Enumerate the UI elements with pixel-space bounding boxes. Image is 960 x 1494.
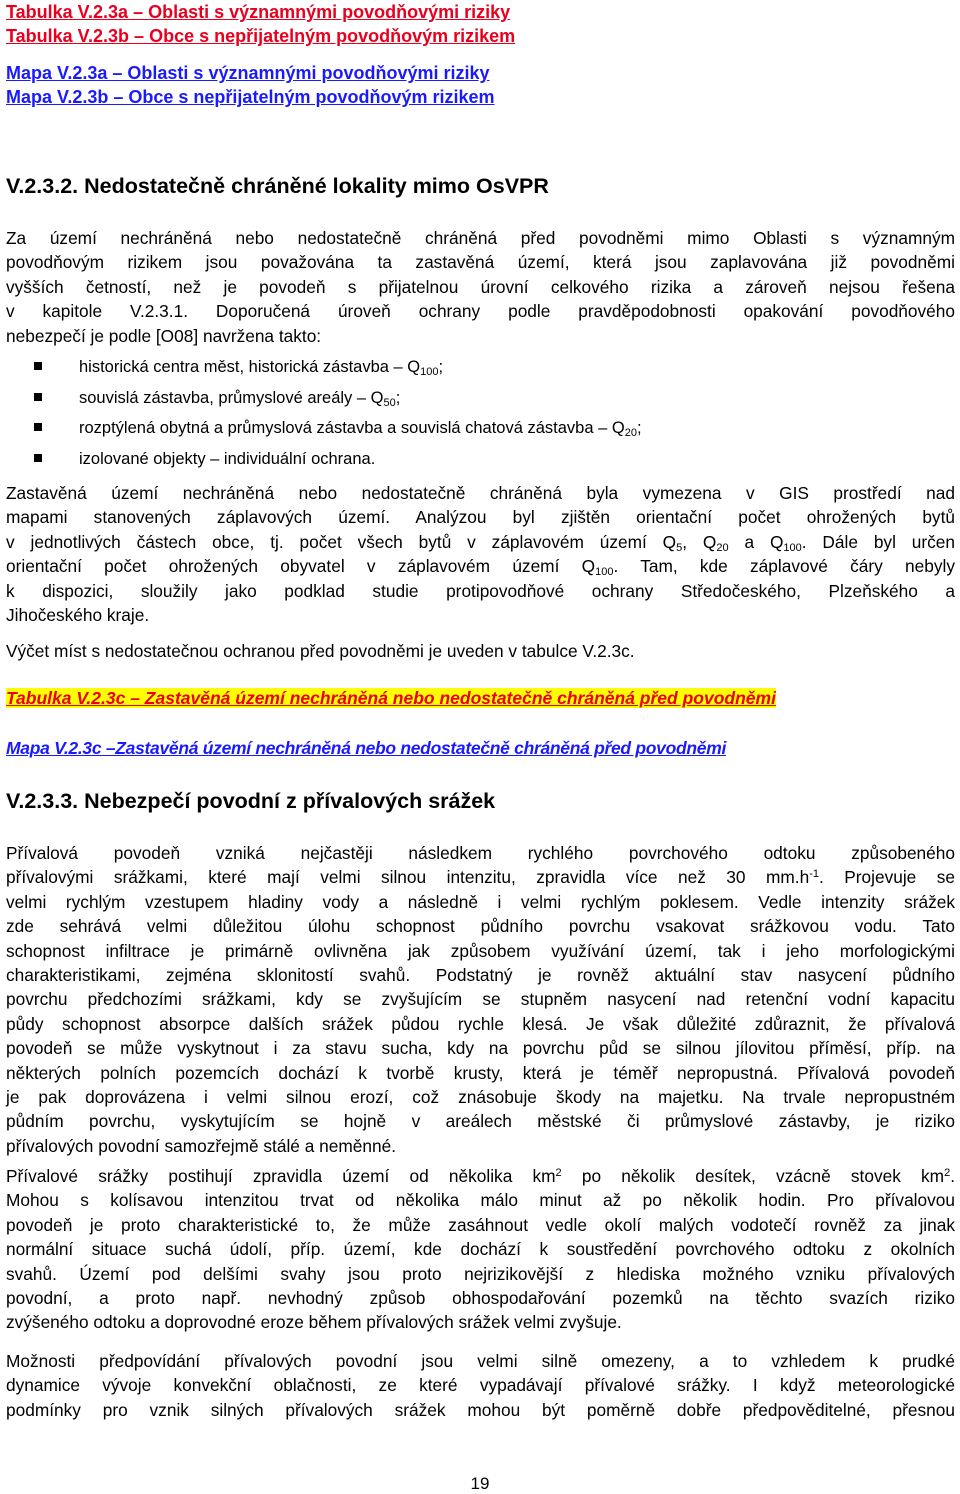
list-item-tail: ; [636,419,642,437]
text-line [6,554,955,578]
text-run: . Projevuje se [818,867,955,888]
paragraph-rainfall-extent [6,1164,955,1335]
paragraph-intro [6,226,955,348]
text-line: povodeň se může vyskytnout i za stavu sucha, kdy na povrchu půd se silnou jílovitou příměsí, příp. na [6,1038,955,1059]
subscript: 50 [383,396,396,409]
text-line: povodeň je proto charakteristické to, že může zasáhnout vedle okolí malých vodotečí rovněž za jinak [6,1214,955,1235]
text-line: Mohou s kolísavou intenzitou trvat od několika málo minut až po několik hodin. Pro přívalovou [6,1190,955,1211]
text-line: půdním povrchu, vyskytujícím se hojně v areálech městské či průmyslové zástavby, je riziko [6,1111,955,1132]
text-line: zde sehrává velmi důležitou úlohu schopnost půdního povrchu vsakovat srážkovou vodu. Tato [6,916,955,937]
text-line: v kapitole V.2.3.1. Doporučená úroveň ochrany podle pravděpodobnosti opakování povodňového [6,301,955,322]
paragraph-forecasting [6,1349,955,1422]
text-line: Zastavěná území nechráněná nebo nedostatečně chráněná byla vymezena v GIS prostředí nad [6,483,955,503]
text-line: nebezpečí je podle [O08] navržena takto: [6,325,322,346]
text-line [6,1164,955,1188]
link-mapa-v23b[interactable]: Mapa V.2.3b – Obce s nepřijatelným povodňovým rizikem [6,87,495,107]
list-item-tail: ; [438,358,444,376]
text-line: zvýšeného odtoku a doprovodné eroze během přívalových srážek velmi zvyšuje. [6,1312,622,1333]
text-line: velmi rychlým vzestupem hladiny vody a následně i velmi rychlým poklesem. Vedle intenzity srážek [6,891,955,912]
text-line: Přívalová povodeň vzniká nejčastěji následkem rychlého povrchového odtoku způsobeného [6,843,955,863]
text-run: orientační počet ohrožených obyvatel v záplavovém území Q [6,556,596,577]
text-line: charakteristikami, zejména sklonitostí svahů. Podstatný je rovněž aktuální stav nasycení půdního [6,965,955,986]
list-item-text: rozptýlená obytná a průmyslová zástavba a souvislá chatová zástavba – Q [79,419,625,437]
list-item [6,386,946,417]
link-tabulka-v23a[interactable]: Tabulka V.2.3a – Oblasti s významnými povodňovými riziky [6,2,511,22]
text-line: Za území nechráněná nebo nedostatečně chráněná před povodněmi mimo Oblasti s významným [6,228,955,248]
square-bullet-icon [34,362,42,370]
text-line [6,530,955,554]
text-line: přívalových povodní samozřejmě stálé a neměnné. [6,1135,396,1156]
superscript: 2 [944,1167,951,1179]
text-line: dynamice vývoje konvekční oblačnosti, ze které vypadávají přívalové srážky. I když meteorologické [6,1375,955,1396]
text-run: po několik desítek, vzácně stovek km [561,1166,945,1186]
link-mapa-v23c[interactable]: Mapa V.2.3c –Zastavěná území nechráněná nebo nedostatečně chráněná před povodněmi [6,738,727,758]
text-line: svahů. Území pod delšími svahy jsou proto nejrizikovější z hlediska možného vzniku přívalových [6,1263,955,1284]
text-line: povodní, a proto např. nevhodný způsob obhospodařování pozemků na těchto svazích riziko [6,1288,955,1309]
subscript: 100 [595,566,614,579]
paragraph-flash-flood [6,841,955,1158]
subscript: 20 [716,541,729,554]
subscript: 20 [624,427,637,439]
text-line: vyšších četností, než je povodeň s přijatelnou úrovní celkového rizika a zároveň nejsou řešena [6,276,955,297]
text-run: , Q [682,531,717,552]
text-run: . Tam, kde záplavové čáry nebyly [613,556,955,577]
link-tabulka-v23b[interactable]: Tabulka V.2.3b – Obce s nepřijatelným povodňovým rizikem [6,26,516,46]
text-line: Jihočeského kraje. [6,605,150,626]
list-item [6,416,946,447]
superscript: -1 [809,868,819,881]
text-line [6,865,955,889]
link-text[interactable]: Tabulka V.2.3c – Zastavěná území nechráněná nebo nedostatečně chráněná před povodněmi [6,688,776,708]
heading-section-v233: V.2.3.3. Nebezpečí povodní z přívalových srážek [6,789,496,813]
text-line: Možnosti předpovídání přívalových povodní jsou velmi silně omezeny, a to vzhledem k prudké [6,1351,955,1371]
text-line: k dispozici, sloužily jako podklad studie protipovodňové ochrany Středočeského, Plzeňského a [6,580,955,601]
subscript: 5 [676,541,683,554]
text-run: v jednotlivých částech obce, tj. počet všech bytů v záplavovém území Q [6,531,677,552]
list-item-text: souvislá zástavba, průmyslové areály – Q [79,388,384,407]
list-item-text: izolované objekty – individuální ochrana. [79,449,376,468]
list-item-tail: ; [395,388,401,407]
text-run: . Dále byl určen [801,531,955,552]
paragraph-list-reference: Výčet míst s nedostatečnou ochranou před povodněmi je uveden v tabulce V.2.3c. [6,641,635,661]
text-run: . [950,1166,955,1186]
heading-section-v232: V.2.3.2. Nedostatečně chráněné lokality mimo OsVPR [6,174,549,198]
link-tabulka-v23c[interactable] [6,688,776,709]
superscript: 2 [555,1167,562,1179]
text-line: půdy schopnost absorpce dalších srážek půdou rychle klesá. Je však důležité zdůraznit, že přívalová [6,1013,955,1034]
list-item [6,355,946,386]
text-line: některých polních pozemcích dochází k tvorbě krusty, která je téměř nepropustná. Přívalová povodeň [6,1062,955,1083]
paragraph-gis [6,481,955,627]
subscript: 100 [420,366,439,378]
text-line: mapami stanovených záplavových území. Analýzou byl zjištěn orientační počet ohrožených bytů [6,507,955,528]
link-mapa-v23a[interactable]: Mapa V.2.3a – Oblasti s významnými povodňovými riziky [6,63,490,83]
text-run: Přívalové srážky postihují zpravidla území od několika km [6,1166,556,1186]
text-run: a Q [728,531,784,552]
square-bullet-icon [34,423,42,431]
subscript: 100 [783,541,802,554]
text-line: schopnost infiltrace je primárně ovlivněna jak způsobem využívání území, tak i jeho morfologickými [6,940,955,961]
text-line: povrchu předchozími srážkami, kdy se zvyšujícím se stupněm nasycení nad retenční vodní kapacitu [6,989,955,1010]
page-number: 19 [470,1474,490,1493]
highlighted-link-text[interactable] [6,688,776,708]
text-line: podmínky pro vznik silných přívalových srážek mohou být poměrně dobře předpověditelné, přesnou [6,1399,955,1420]
text-run: přívalovými srážkami, které mají velmi silnou intenzitu, zpravidla více než 30 mm.h [6,867,810,888]
text-line: je pak doprovázena i velmi silnou erozí, což znásobuje škody na majetku. Na trvale nepropustném [6,1087,955,1108]
square-bullet-icon [34,393,42,401]
protection-level-list [6,355,946,477]
list-item-text: historická centra měst, historická zástavba – Q [79,358,421,376]
text-line: povodňovým rizikem jsou považována ta zastavěná území, která jsou zaplavována již povodněmi [6,252,955,273]
list-item [6,447,946,478]
square-bullet-icon [34,454,42,462]
text-line: normální situace suchá údolí, příp. území, kde dochází k soustředění povrchového odtoku z okolních [6,1239,955,1260]
